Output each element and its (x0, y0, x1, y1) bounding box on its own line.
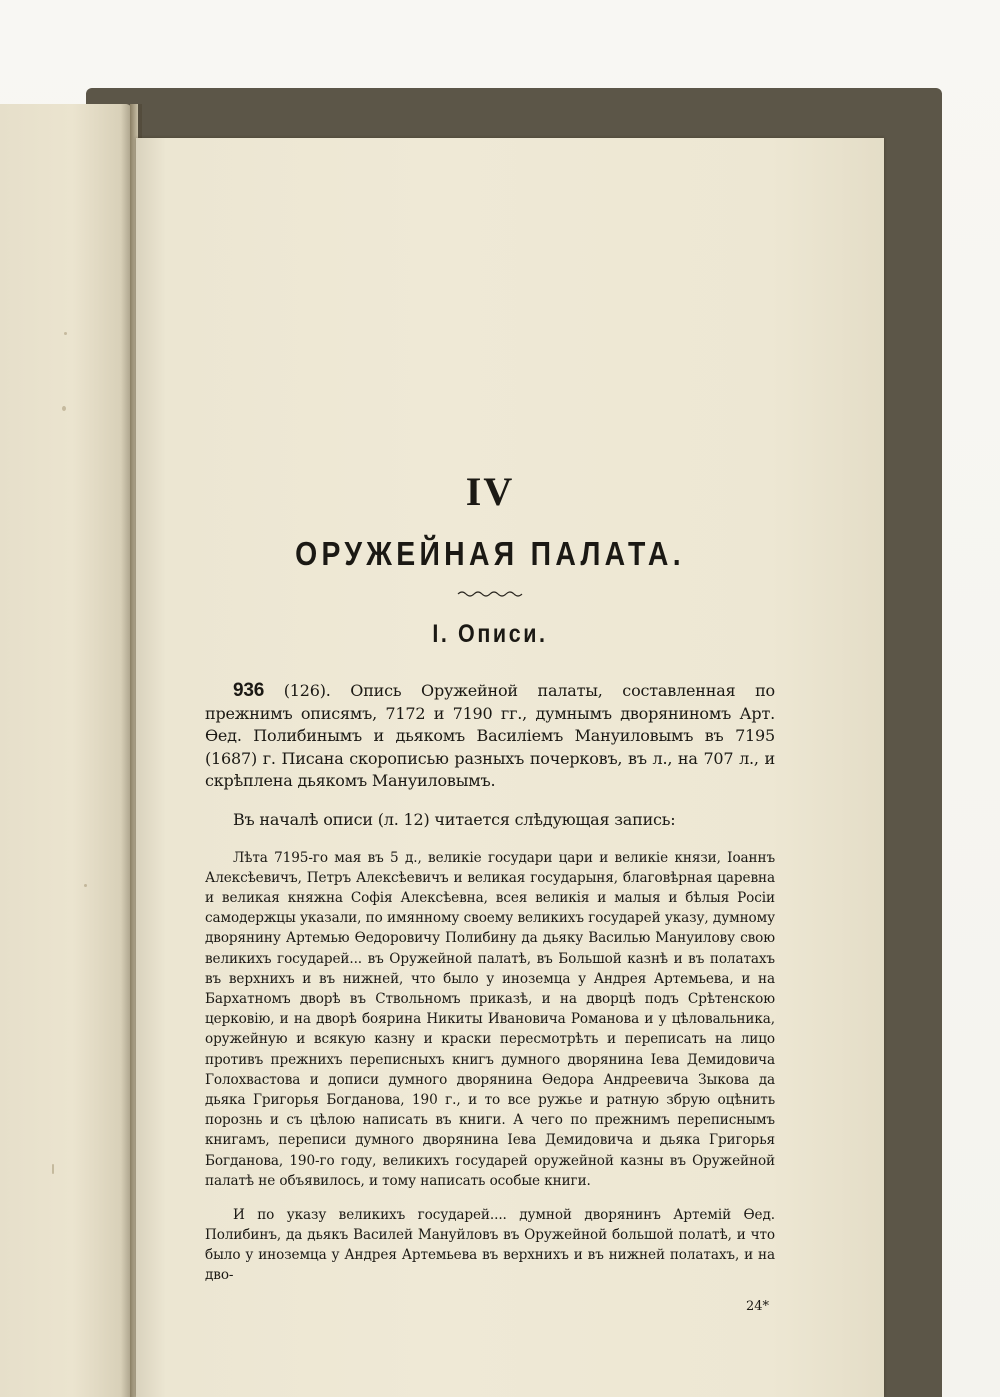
foxing-spot (62, 406, 66, 411)
entry-paragraph (205, 680, 775, 793)
ornament-divider (205, 588, 775, 600)
wavy-rule-icon (456, 588, 524, 600)
chapter-number: IV (465, 469, 515, 514)
left-page (0, 104, 132, 1397)
intro-paragraph: Въ началѣ описи (л. 12) читается слѣдующая запись: (233, 809, 676, 829)
entry-number: 936 (233, 680, 265, 701)
quote-paragraph: Лѣта 7195-го мая въ 5 д., великiе государи цари и великiе князи, Iоаннъ Алексѣевичъ, Петръ Алексѣевичъ и великая государыня, благовѣрная царевна и великая княжна Софiя Алексѣевна, всея великiя и малыя и бѣлыя Росiи самодержцы указали, по имянному своему великихъ государей указу, думному дворянину Артемью Өедоровичу Полибину да дьяку Василью Мануилову свою великихъ государей... въ Оружейной палатѣ, въ Большой казнѣ и въ полатахъ въ верхнихъ и въ нижней, что было у иноземца у Андрея Артемьева, и на Бархатномъ дворѣ въ Ствольномъ приказѣ, и на дворцѣ подъ Срѣтенскою церковiю, и на дворѣ боярина Никиты Ивановича Романова и у цѣловальника, оружейную и всякую казну и краски пересмотрѣть и переписать на лицо противъ прежнихъ переписныхъ книгъ думного дворянина Iева Демидовича Голохвастова и дописи думного дворянина Өедора Андреевича Зыкова да дьяка Григорья Богданова, 190 г., и то все ружье и ратную збрую оцѣнить порознь и съ цѣлою написать въ книги. А чего по прежнимъ переписнымъ книгамъ, переписи думного дворянина Iева Демидовича и дьяка Григорья Богданова, 190-го году, великихъ государей оружейной казны въ Оружейной палатѣ не объявилось, и тому написать особые книги. (205, 849, 775, 1189)
foxing-spot (52, 1164, 54, 1174)
entry-text: (126). Опись Оружейной палаты, составленная по прежнимъ описямъ, 7172 и 7190 гг., думнымъ дворяниномъ Арт. Өед. Полибинымъ и дьякомъ Василiемъ Мануиловымъ въ 7195 (1687) г. Писана скорописью разныхъ почерковъ, въ л., на 707 л., и скрѣплена дьякомъ Мануиловымъ. (205, 681, 775, 791)
page-number: 24* (745, 1299, 769, 1315)
page-content (205, 470, 775, 1314)
chapter-title: ОРУЖЕЙНАЯ ПАЛАТА. (295, 535, 685, 572)
quote-paragraph: И по указу великихъ государей.... думной дворянинъ Артемiй Өед. Полибинъ, да дьякъ Василей Мануйловъ въ Оружейной большой полатѣ, и что было у иноземца у Андрея Артемьева въ верхнихъ и въ нижней полатахъ, и на дво- (205, 1206, 775, 1284)
foxing-spot (64, 332, 67, 335)
foxing-spot (84, 884, 87, 887)
section-title: I. Описи. (432, 620, 548, 648)
